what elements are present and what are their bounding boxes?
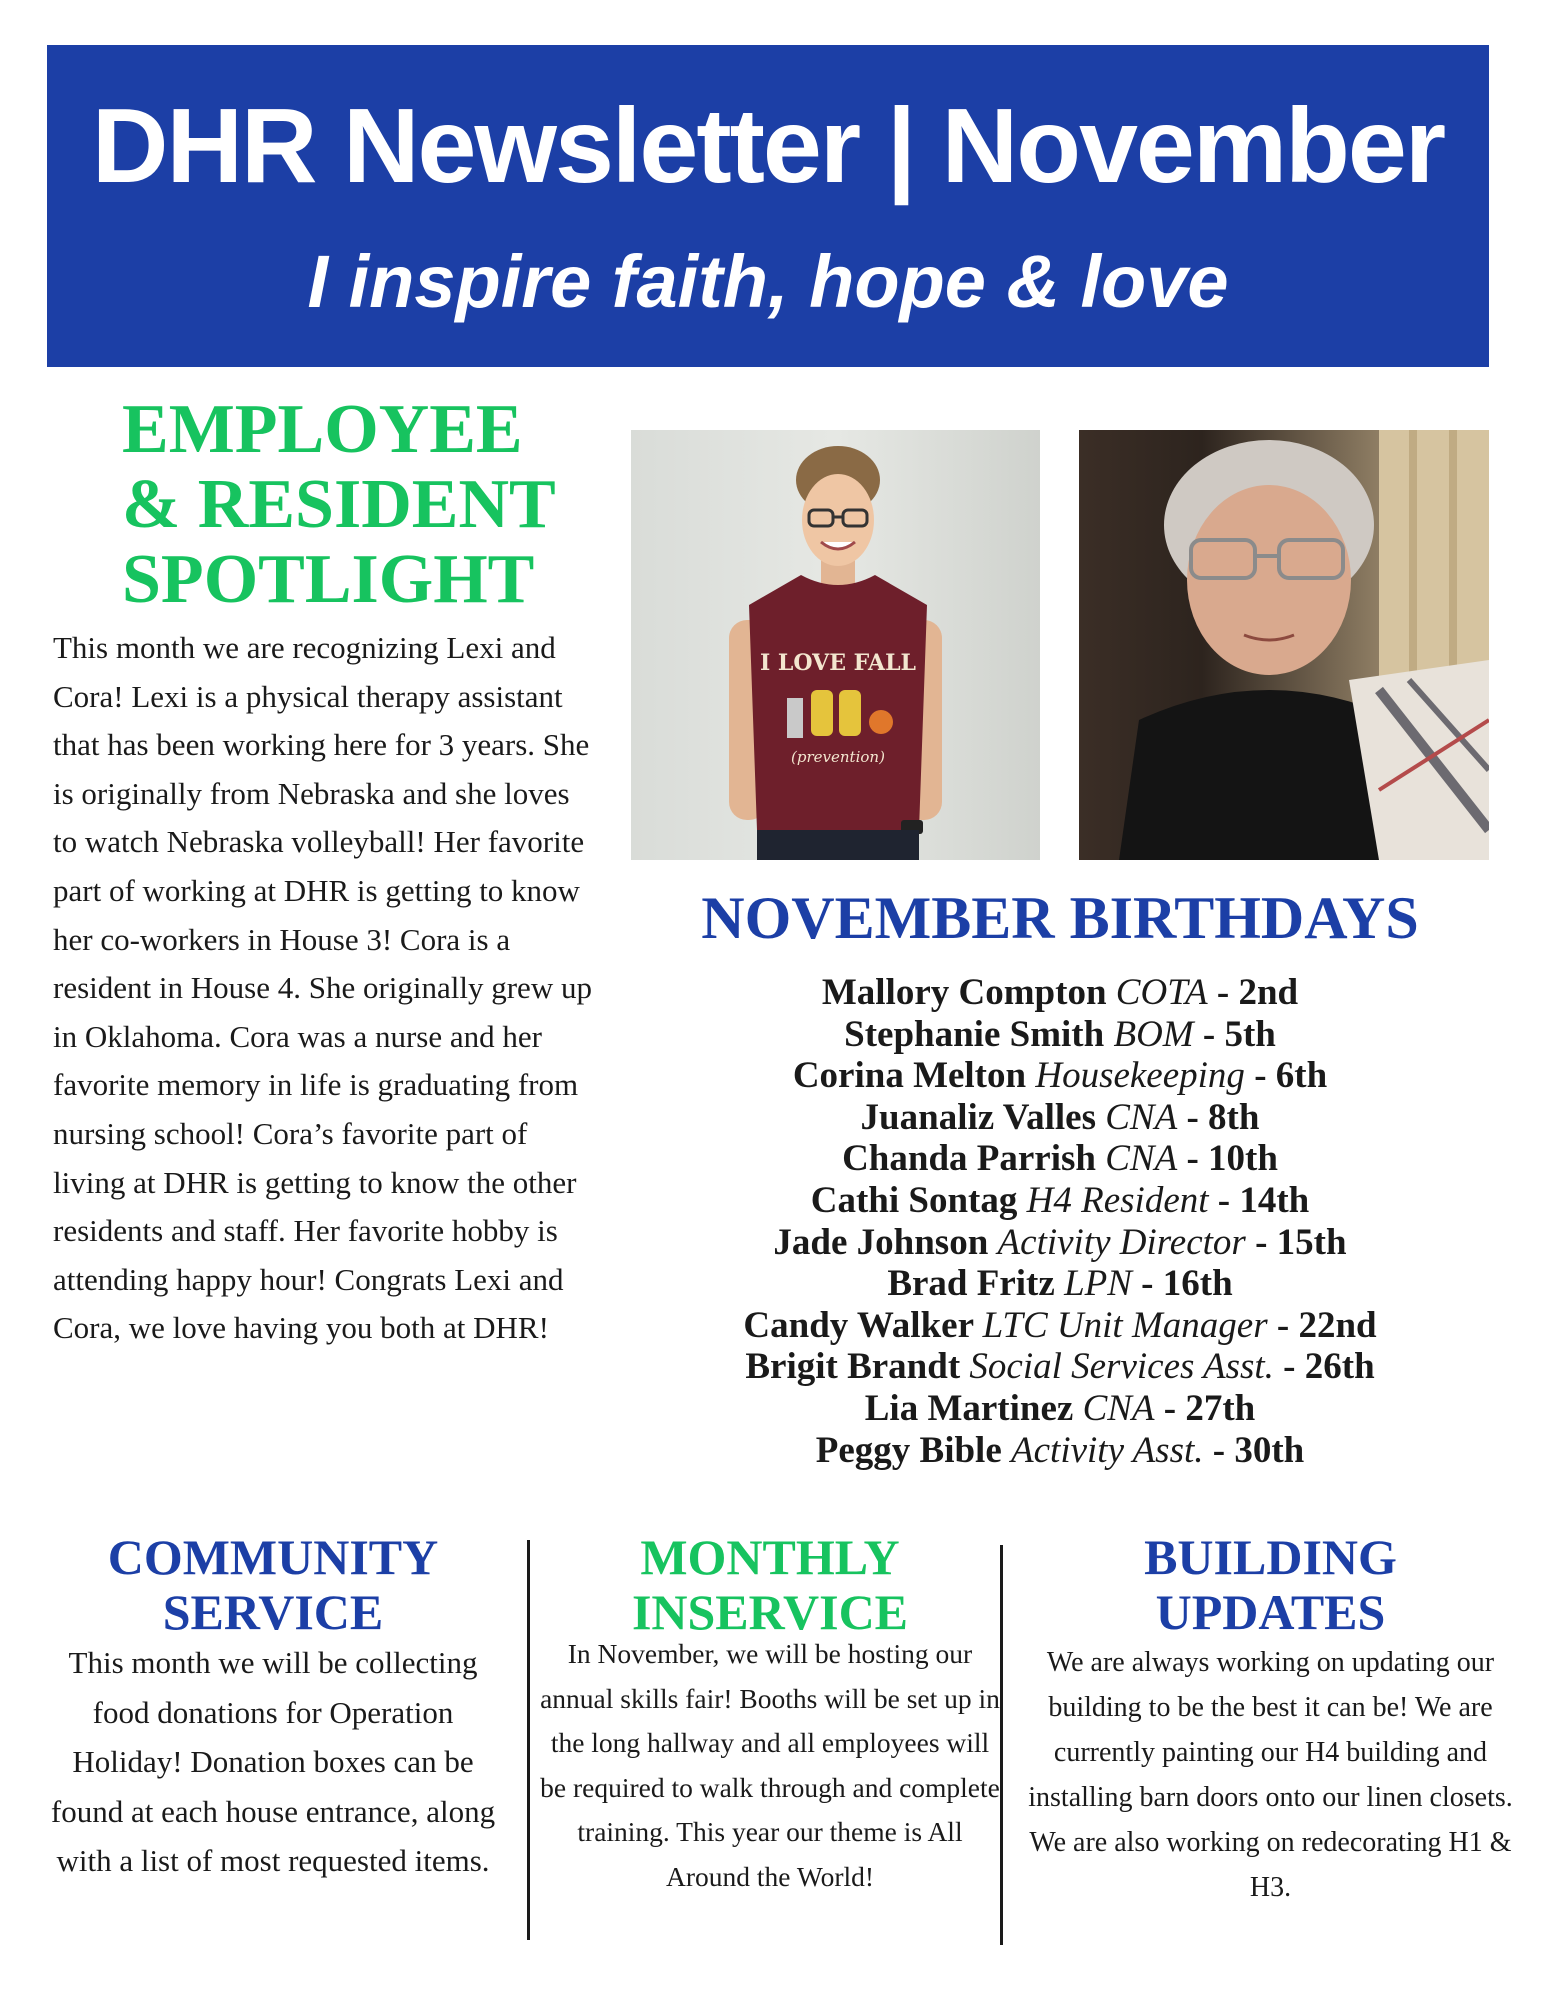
birthday-date: 5th xyxy=(1224,1013,1276,1055)
birthday-role: LTC Unit Manager xyxy=(982,1304,1268,1346)
birthday-item: Peggy Bible Activity Asst. - 30th xyxy=(815,1429,1305,1471)
birthday-name: Cathi Sontag xyxy=(810,1179,1018,1221)
newsletter-title: DHR Newsletter | November xyxy=(91,87,1445,205)
spotlight-text: This month we are recognizing Lexi and Cora! Lexi is a physical therapy assistant that has been working here for 3 years. She is originally from Nebraska and she loves to watch Nebraska volleyball! Her favorite part of working at DHR is getting to know her co-workers in House 3! Cora is a resident in House 4. She originally grew up in Oklahoma. Cora was a nurse and her favorite memory in life is graduating from nursing school! Cora’s favorite part of living at DHR is getting to know the other residents and staff. Her favorite hobby is attending happy hour! Congrats Lexi and Cora, we love having you both at DHR! xyxy=(53,630,592,1346)
birthday-date: 27th xyxy=(1185,1387,1256,1429)
resident-photo xyxy=(1079,430,1489,860)
birthday-item: Corina Melton Housekeeping - 6th xyxy=(792,1055,1328,1097)
birthday-item: Lia Martinez CNA - 27th xyxy=(864,1387,1256,1429)
spotlight-article xyxy=(53,624,598,1353)
birthday-name: Jade Johnson xyxy=(773,1221,989,1263)
shirt-subtext: (prevention) xyxy=(791,748,885,766)
newsletter-subtitle: I inspire faith, hope & love xyxy=(307,240,1229,323)
birthday-name: Juanaliz Valles xyxy=(860,1096,1096,1138)
birthday-item: Candy Walker LTC Unit Manager - 22nd xyxy=(743,1304,1377,1346)
column-divider xyxy=(1000,1545,1003,1945)
building-updates-heading xyxy=(1028,1530,1513,1640)
column-divider xyxy=(527,1540,530,1940)
birthday-name: Peggy Bible xyxy=(815,1429,1002,1471)
birthday-item: Jade Johnson Activity Director - 15th xyxy=(773,1221,1347,1263)
resident-photo-illustration xyxy=(1079,430,1489,860)
birthday-role: Activity Asst. xyxy=(1011,1429,1204,1471)
birthday-role: Social Services Asst. xyxy=(969,1346,1274,1388)
birthday-role: CNA xyxy=(1105,1138,1178,1180)
community-service-heading xyxy=(48,1530,498,1640)
birthday-role: CNA xyxy=(1082,1387,1155,1429)
birthday-item: Stephanie Smith BOM - 5th xyxy=(844,1013,1276,1055)
building-updates-text: We are always working on updating our building to be the best it can be! We are currently painting our H4 building and installing barn doors onto our linen closets. We are also working on redecorating H1 & H3. xyxy=(1028,1647,1513,1903)
birthday-item: Mallory Compton COTA - 2nd xyxy=(821,972,1299,1013)
birthday-role: LPN xyxy=(1064,1263,1132,1305)
monthly-inservice-text: In November, we will be hosting our annual skills fair! Booths will be set up in the long hallway and all employees will be required to walk through and complete training. This year our theme is All Around the World! xyxy=(540,1638,1000,1892)
birthday-date: 15th xyxy=(1276,1221,1347,1263)
birthday-name: Brigit Brandt xyxy=(745,1346,961,1388)
birthday-name: Stephanie Smith xyxy=(844,1013,1105,1055)
birthday-item: Brad Fritz LPN - 16th xyxy=(887,1263,1233,1305)
birthdays-heading: NOVEMBER BIRTHDAYS xyxy=(701,885,1419,951)
employee-photo-illustration xyxy=(631,430,1040,860)
birthday-item: Cathi Sontag H4 Resident - 14th xyxy=(810,1179,1310,1221)
spotlight-heading-line: EMPLOYEE xyxy=(122,391,523,468)
heading-line: COMMUNITY xyxy=(107,1529,439,1585)
birthday-name: Brad Fritz xyxy=(887,1263,1055,1305)
header-banner xyxy=(47,45,1489,367)
birthday-role: CNA xyxy=(1105,1096,1178,1138)
birthday-date: 10th xyxy=(1208,1138,1278,1180)
heading-line: UPDATES xyxy=(1155,1584,1386,1640)
birthday-date: 16th xyxy=(1162,1263,1233,1305)
birthday-role: Activity Director xyxy=(997,1221,1246,1263)
birthday-item: Chanda Parrish CNA - 10th xyxy=(842,1138,1278,1180)
birthday-date: 22nd xyxy=(1298,1304,1377,1346)
spotlight-heading xyxy=(122,392,602,617)
birthday-role: COTA xyxy=(1115,972,1208,1013)
spotlight-heading-line: SPOTLIGHT xyxy=(122,541,535,618)
birthday-item: Juanaliz Valles CNA - 8th xyxy=(860,1096,1260,1138)
birthday-date: 8th xyxy=(1208,1096,1260,1138)
birthday-name: Candy Walker xyxy=(743,1304,974,1346)
birthday-role: Housekeeping xyxy=(1035,1055,1245,1097)
birthday-role: H4 Resident xyxy=(1026,1179,1209,1221)
shirt-text: I LOVE FALL xyxy=(759,650,917,676)
employee-photo xyxy=(631,430,1040,860)
heading-line: MONTHLY xyxy=(640,1529,900,1585)
heading-line: BUILDING xyxy=(1144,1529,1397,1585)
birthday-list xyxy=(625,972,1495,1471)
birthday-name: Mallory Compton xyxy=(821,972,1107,1013)
birthday-name: Corina Melton xyxy=(792,1055,1027,1097)
birthday-date: 6th xyxy=(1275,1055,1328,1097)
birthday-name: Chanda Parrish xyxy=(842,1138,1096,1180)
monthly-inservice-heading xyxy=(540,1530,1000,1640)
heading-line: INSERVICE xyxy=(631,1584,909,1640)
spotlight-heading-line: & RESIDENT xyxy=(122,466,556,543)
birthday-name: Lia Martinez xyxy=(864,1387,1074,1429)
birthday-date: 30th xyxy=(1234,1429,1305,1471)
birthday-date: 2nd xyxy=(1238,972,1299,1013)
birthday-role: BOM xyxy=(1113,1013,1194,1055)
heading-line: SERVICE xyxy=(162,1584,384,1640)
birthday-date: 14th xyxy=(1239,1179,1310,1221)
community-service-text: This month we will be collecting food donations for Operation Holiday! Donation boxes can be found at each house entrance, along with a list of most requested items. xyxy=(50,1645,496,1878)
birthday-item: Brigit Brandt Social Services Asst. - 26th xyxy=(745,1346,1375,1388)
birthday-date: 26th xyxy=(1304,1346,1375,1388)
